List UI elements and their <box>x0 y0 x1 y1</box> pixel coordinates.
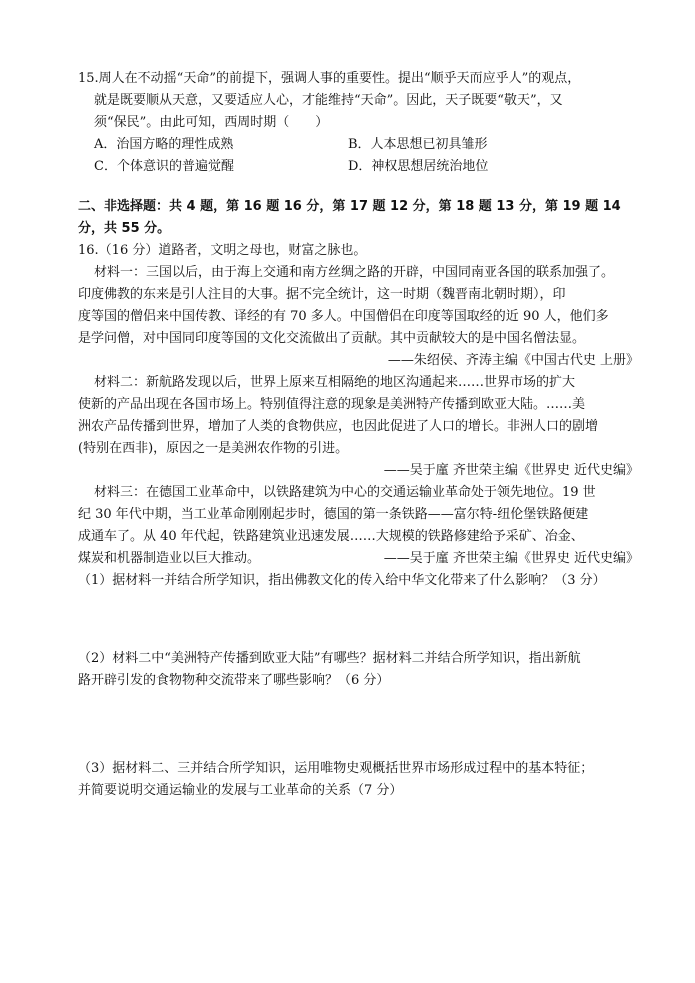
material1-line-3: 度等国的僧侣来中国传教、译经的有 70 多人。中国僧侣在印度等国取经的近 90 人，他们多 <box>78 309 609 324</box>
material3-line-4: 煤炭和机器制造业以巨大推动。 <box>78 551 261 566</box>
q15-stem-line-1: 15.周人在不动摇“天命”的前提下，强调人事的重要性。提出“顺乎天而应乎人”的观点， <box>78 71 581 86</box>
q15-option-b: B．人本思想已初具雏形 <box>348 137 488 152</box>
q16-sub2-line-2: 路开辟引发的食物物种交流带来了哪些影响？（6 分） <box>78 673 390 688</box>
material1-line-1: 材料一：三国以后，由于海上交通和南方丝绸之路的开辟，中国同南亚各国的联系加强了。 <box>94 265 615 280</box>
q15-option-c: C．个体意识的普遍觉醒 <box>94 159 234 174</box>
section2-heading-line-1: 二、非选择题：共 4 题，第 16 题 16 分，第 17 题 12 分，第 18 题 13 分，第 19 题 14 <box>78 199 621 214</box>
q15-option-a: A．治国方略的理性成熟 <box>94 137 234 152</box>
material1-line-4: 是学问僧，对中国同印度等国的文化交流做出了贡献。其中贡献较大的是中国名僧法显。 <box>78 331 586 346</box>
material1-source: ——朱绍侯、齐涛主编《中国古代史 上册》 <box>387 353 639 368</box>
q16-sub3-line-2: 并简要说明交通运输业的发展与工业革命的关系（7 分） <box>78 783 403 798</box>
material3-line-2: 纪 30 年代中期，当工业革命刚刚起步时，德国的第一条铁路——富尔特-纽伦堡铁路便建 <box>78 507 589 522</box>
q16-title: 16.（16 分）道路者，文明之母也，财富之脉也。 <box>78 243 367 258</box>
section2-heading-line-2: 分，共 55 分。 <box>78 221 171 236</box>
q15-stem-line-3: 须“保民”。由此可知，西周时期（ ） <box>94 115 329 130</box>
material2-line-3: 洲农产品传播到世界，增加了人类的食物供应，也因此促进了人口的增长。非洲人口的剧增 <box>78 419 599 434</box>
material2-line-4: (特别在西非)，原因之一是美洲农作物的引进。 <box>78 441 349 456</box>
material3-source: ——吴于廑 齐世荣主编《世界史 近代史编》 <box>383 551 639 566</box>
q15-stem-line-2: 就是既要顺从天意，又要适应人心，才能维持“天命”。因此，天子既要“敬天”，又 <box>94 93 563 108</box>
material3-line-3: 成通车了。从 40 年代起，铁路建筑业迅速发展……大规模的铁路修建给予采矿、冶金、 <box>78 529 584 544</box>
q16-sub3-line-1: （3）据材料二、三并结合所学知识，运用唯物史观概括世界市场形成过程中的基本特征； <box>78 761 594 776</box>
q15-option-d: D．神权思想居统治地位 <box>348 159 489 174</box>
material2-source: ——吴于廑 齐世荣主编《世界史 近代史编》 <box>383 463 639 478</box>
material1-line-2: 印度佛教的东来是引人注目的大事。据不完全统计，这一时期（魏晋南北朝时期），印 <box>78 287 566 302</box>
material2-line-2: 使新的产品出现在各国市场上。特别值得注意的现象是美洲特产传播到欧亚大陆。……美 <box>78 397 586 412</box>
material3-line-1: 材料三：在德国工业革命中，以铁路建筑为中心的交通运输业革命处于领先地位。19 世 <box>94 485 596 500</box>
q16-sub1: （1）据材料一并结合所学知识，指出佛教文化的传入给中华文化带来了什么影响？（3 分） <box>78 573 606 588</box>
q16-sub2-line-1: （2）材料二中“美洲特产传播到欧亚大陆”有哪些？据材料二并结合所学知识，指出新航 <box>78 651 581 666</box>
material2-line-1: 材料二：新航路发现以后，世界上原来互相隔绝的地区沟通起来……世界市场的扩大 <box>94 375 576 390</box>
